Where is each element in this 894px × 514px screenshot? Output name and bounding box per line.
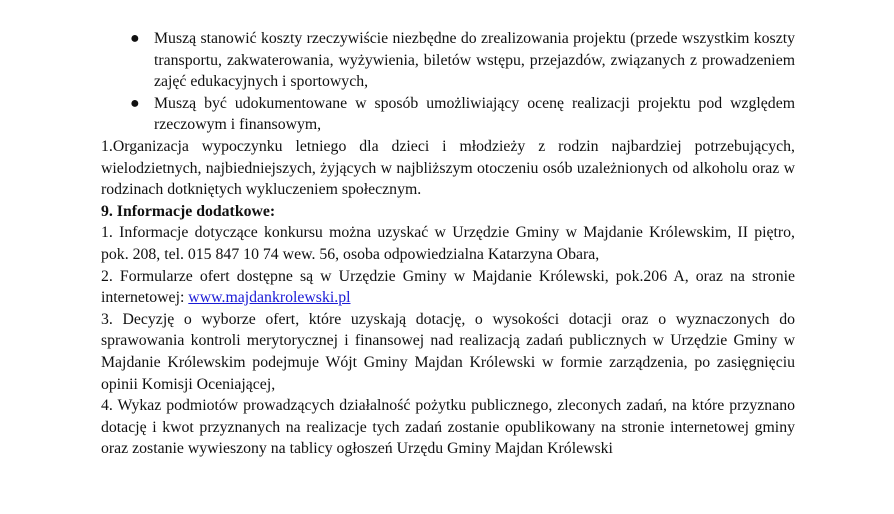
organizacja-paragraph: 1.Organizacja wypoczynku letniego dla dzieci i młodzieży z rodzin najbardziej potrzebujących, wielodzietnych, najbiedniejszych, żyjących w najbliższym otoczeniu osób uzależnionych od alkoholu oraz w rodzinach dotkniętych wykluczeniem społecznym. <box>101 137 795 199</box>
document-page <box>101 28 795 460</box>
list-item-text: Muszą stanowić koszty rzeczywiście niezbędne do zrealizowania projektu (przede wszystkim koszty transportu, zakwaterowania, wyżywienia, biletów wstępu, przejazdów, związanych z prowadzeniem zajęć edukacyjnych i sportowych, <box>154 30 795 91</box>
list-item <box>101 93 795 136</box>
list-item <box>101 28 795 93</box>
info-paragraph-1: 1. Informacje dotyczące konkursu można uzyskać w Urzędzie Gminy w Majdanie Królewskim, II piętro, pok. 208, tel. 015 847 10 74 wew. 56, osoba odpowiedzialna Katarzyna Obara, <box>101 224 795 263</box>
info-paragraph-3: 3. Decyzję o wyborze ofert, które uzyskają dotację, o wysokości dotacji oraz o wyznaczonych do sprawowania kontroli merytorycznej i finansowej nad realizacją zadań publicznych w Urzędzie Gminy w Majdanie Królewskim podejmuje Wójt Gminy Majdan Królewski w formie zarządzenia, po zasięgnięciu opinii Komisji Oceniającej, <box>101 310 795 393</box>
section-heading: 9. Informacje dodatkowe: <box>101 202 276 220</box>
info-paragraph-2-text: 2. Formularze ofert dostępne są w Urzędzie Gminy w Majdanie Królewski, pok.206 A, oraz na stronie internetowej: <box>101 267 795 307</box>
bullet-icon: ● <box>130 30 140 47</box>
bullet-icon: ● <box>130 94 140 112</box>
list-item-text: Muszą być udokumentowane w sposób umożliwiający ocenę realizacji projektu pod względem rzeczowym i finansowym, <box>154 94 795 134</box>
cost-requirements-list <box>101 28 795 136</box>
website-link[interactable]: www.majdankrolewski.pl <box>188 289 351 307</box>
info-paragraph-2 <box>101 266 795 309</box>
info-paragraph-4: 4. Wykaz podmiotów prowadzących działalność pożytku publicznego, zleconych zadań, na które przyznano dotację i kwot przyznanych na realizacje tych zadań zostanie opublikowany na stronie internetowej gminy oraz zostanie wywieszony na tablicy ogłoszeń Urzędu Gminy Majdan Królewski <box>101 397 795 458</box>
